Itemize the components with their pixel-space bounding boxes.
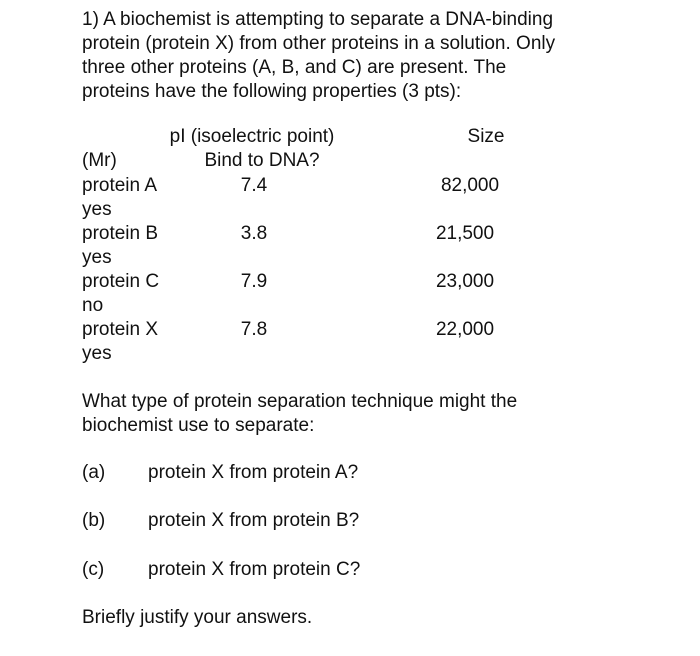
- closing-instruction: Briefly justify your answers.: [82, 607, 313, 628]
- question-part-b: [82, 509, 359, 533]
- row-protein-name: protein B: [82, 223, 159, 244]
- intro-paragraph: [82, 8, 652, 104]
- intro-line: three other proteins (A, B, and C) are present. The: [82, 57, 507, 78]
- row-protein-name: protein X: [82, 319, 159, 340]
- question-line: What type of protein separation technique might the: [82, 391, 518, 412]
- row-bind-value: yes: [82, 343, 112, 364]
- row-bind-value: yes: [82, 199, 112, 220]
- part-text: protein X from protein C?: [148, 559, 361, 580]
- row-size-value: 23,000: [435, 271, 495, 292]
- header-size: Size: [467, 126, 505, 147]
- row-size-value: 22,000: [435, 319, 495, 340]
- intro-line: protein (protein X) from other proteins in a solution. Only: [82, 33, 556, 54]
- row-bind-value: no: [82, 295, 104, 316]
- row-bind-value: yes: [82, 247, 112, 268]
- header-mr: (Mr): [82, 150, 117, 171]
- question-part-a: [82, 461, 358, 485]
- row-pi-value: 3.8: [240, 223, 268, 244]
- header-pi: pI (isoelectric point): [169, 126, 335, 147]
- question-line: biochemist use to separate:: [82, 415, 315, 436]
- row-protein-name: protein C: [82, 271, 160, 292]
- row-size-value: 21,500: [435, 223, 495, 244]
- row-size-value: 82,000: [440, 175, 500, 196]
- intro-line: proteins have the following properties (3 pts):: [82, 81, 462, 102]
- part-text: protein X from protein B?: [148, 510, 360, 531]
- row-pi-value: 7.9: [240, 271, 268, 292]
- part-letter: (a): [82, 462, 106, 483]
- question-part-c: [82, 558, 360, 582]
- row-pi-value: 7.8: [240, 319, 268, 340]
- header-bind-to-dna: Bind to DNA?: [204, 150, 320, 171]
- part-text: protein X from protein A?: [148, 462, 359, 483]
- part-letter: (c): [82, 559, 105, 580]
- part-letter: (b): [82, 510, 106, 531]
- question-prompt: [82, 390, 517, 438]
- row-pi-value: 7.4: [240, 175, 268, 196]
- intro-line: 1) A biochemist is attempting to separate a DNA-binding: [82, 9, 554, 30]
- row-protein-name: protein A: [82, 175, 157, 196]
